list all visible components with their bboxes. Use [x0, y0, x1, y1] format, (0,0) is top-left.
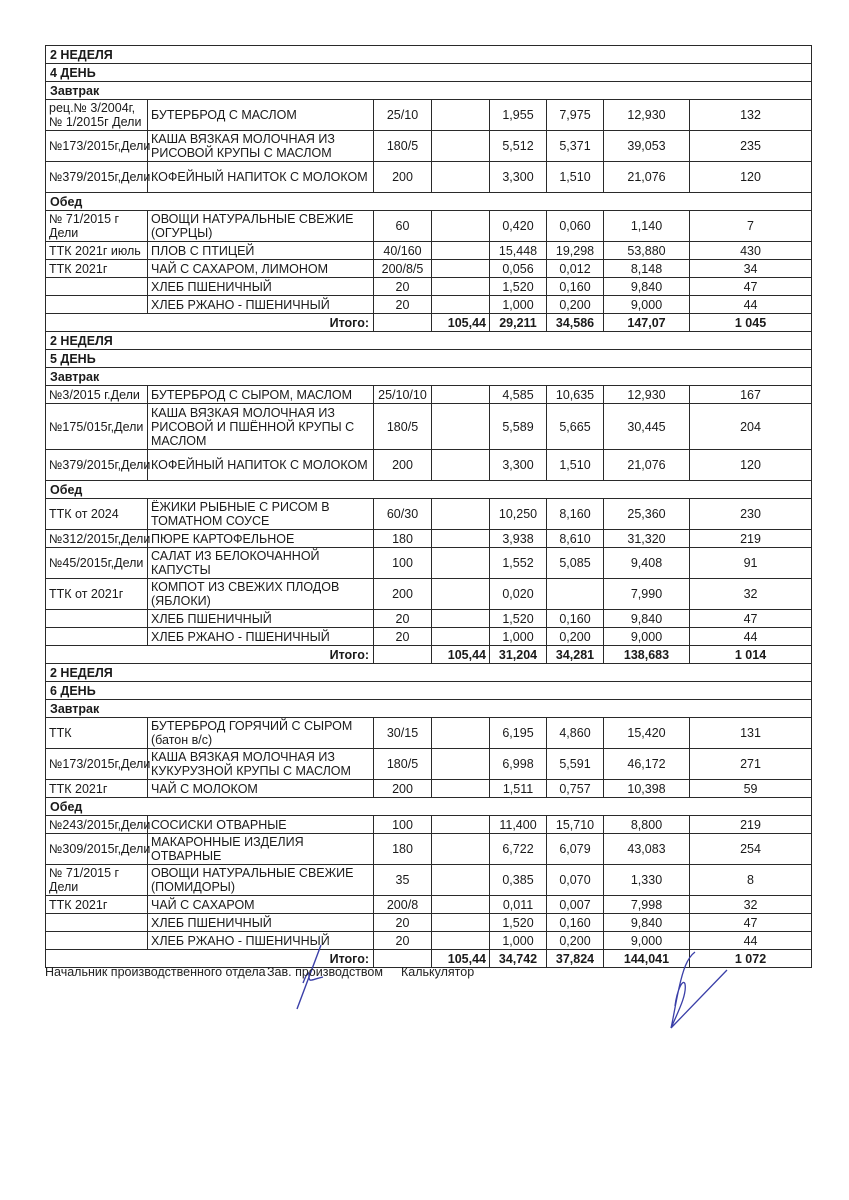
dish-price — [432, 242, 490, 260]
dish-protein: 1,000 — [490, 296, 547, 314]
dish-yield: 180/5 — [374, 131, 432, 162]
dish-fat: 6,079 — [547, 834, 604, 865]
dish-carbs: 7,998 — [604, 896, 690, 914]
calculator-label: Калькулятор — [401, 965, 475, 979]
dish-yield: 20 — [374, 296, 432, 314]
total-yield — [374, 314, 432, 332]
dish-row — [46, 450, 812, 481]
recipe-ref: №243/2015г,Дели — [46, 816, 148, 834]
day-label: 5 ДЕНЬ — [46, 350, 812, 368]
dish-price — [432, 162, 490, 193]
dish-yield: 20 — [374, 278, 432, 296]
dish-price — [432, 100, 490, 131]
dish-price — [432, 499, 490, 530]
recipe-ref: рец.№ 3/2004г, № 1/2015г Дели — [46, 100, 148, 131]
dish-row — [46, 100, 812, 131]
dish-price — [432, 548, 490, 579]
dish-protein: 1,520 — [490, 610, 547, 628]
dish-name: ХЛЕБ РЖАНО - ПШЕНИЧНЫЙ — [148, 932, 374, 950]
dish-fat: 7,975 — [547, 100, 604, 131]
week-label: 2 НЕДЕЛЯ — [46, 664, 812, 682]
dish-row — [46, 242, 812, 260]
dish-carbs: 9,840 — [604, 278, 690, 296]
dish-energy: 32 — [690, 579, 812, 610]
dish-energy: 34 — [690, 260, 812, 278]
dish-energy: 271 — [690, 749, 812, 780]
dish-row — [46, 834, 812, 865]
meal-label: Обед — [46, 193, 812, 211]
dish-energy: 204 — [690, 404, 812, 450]
dish-protein: 3,300 — [490, 162, 547, 193]
recipe-ref — [46, 296, 148, 314]
dish-carbs: 21,076 — [604, 162, 690, 193]
dish-protein: 3,300 — [490, 450, 547, 481]
dish-price — [432, 834, 490, 865]
dish-fat: 1,510 — [547, 450, 604, 481]
dish-row — [46, 610, 812, 628]
dish-carbs: 21,076 — [604, 450, 690, 481]
head-of-production-dept-label: Начальник производственного отдела — [45, 965, 266, 979]
dish-row — [46, 718, 812, 749]
meal-row — [46, 82, 812, 100]
dish-price — [432, 816, 490, 834]
meal-row — [46, 193, 812, 211]
dish-fat: 0,060 — [547, 211, 604, 242]
dish-name: ЧАЙ С САХАРОМ — [148, 896, 374, 914]
total-fat: 37,824 — [547, 950, 604, 968]
dish-fat: 0,200 — [547, 628, 604, 646]
recipe-ref: № 71/2015 г Дели — [46, 865, 148, 896]
meal-label: Обед — [46, 481, 812, 499]
dish-protein: 1,000 — [490, 932, 547, 950]
production-manager-label: Зав. производством — [267, 965, 383, 979]
dish-price — [432, 211, 490, 242]
total-protein: 34,742 — [490, 950, 547, 968]
dish-fat: 10,635 — [547, 386, 604, 404]
dish-name: КАША ВЯЗКАЯ МОЛОЧНАЯ ИЗ РИСОВОЙ И ПШЁННОЙ КРУПЫ С МАСЛОМ — [148, 404, 374, 450]
dish-carbs: 9,000 — [604, 932, 690, 950]
dish-name: ОВОЩИ НАТУРАЛЬНЫЕ СВЕЖИЕ (ПОМИДОРЫ) — [148, 865, 374, 896]
dish-row — [46, 260, 812, 278]
recipe-ref: ТТК 2021г июль — [46, 242, 148, 260]
total-row — [46, 314, 812, 332]
dish-yield: 60/30 — [374, 499, 432, 530]
dish-energy: 7 — [690, 211, 812, 242]
dish-energy: 44 — [690, 932, 812, 950]
week-label: 2 НЕДЕЛЯ — [46, 46, 812, 64]
dish-carbs: 9,840 — [604, 914, 690, 932]
dish-protein: 15,448 — [490, 242, 547, 260]
dish-energy: 44 — [690, 296, 812, 314]
dish-price — [432, 386, 490, 404]
dish-price — [432, 450, 490, 481]
dish-row — [46, 749, 812, 780]
dish-yield: 180/5 — [374, 749, 432, 780]
dish-energy: 131 — [690, 718, 812, 749]
dish-protein: 4,585 — [490, 386, 547, 404]
recipe-ref: №312/2015г,Дели — [46, 530, 148, 548]
dish-yield: 35 — [374, 865, 432, 896]
total-fat: 34,281 — [547, 646, 604, 664]
dish-carbs: 1,140 — [604, 211, 690, 242]
dish-protein: 0,056 — [490, 260, 547, 278]
dish-row — [46, 628, 812, 646]
dish-price — [432, 579, 490, 610]
dish-price — [432, 896, 490, 914]
recipe-ref — [46, 610, 148, 628]
dish-row — [46, 865, 812, 896]
dish-carbs: 7,990 — [604, 579, 690, 610]
dish-fat: 0,160 — [547, 610, 604, 628]
dish-energy: 47 — [690, 914, 812, 932]
dish-yield: 25/10 — [374, 100, 432, 131]
dish-name: КОФЕЙНЫЙ НАПИТОК С МОЛОКОМ — [148, 162, 374, 193]
dish-protein: 6,195 — [490, 718, 547, 749]
dish-protein: 1,552 — [490, 548, 547, 579]
dish-price — [432, 530, 490, 548]
recipe-ref: №379/2015г,Дели — [46, 450, 148, 481]
recipe-ref — [46, 914, 148, 932]
total-price: 105,44 — [432, 950, 490, 968]
dish-fat: 0,200 — [547, 932, 604, 950]
dish-name: ХЛЕБ ПШЕНИЧНЫЙ — [148, 610, 374, 628]
dish-price — [432, 865, 490, 896]
dish-carbs: 31,320 — [604, 530, 690, 548]
dish-carbs: 12,930 — [604, 100, 690, 131]
dish-protein: 5,512 — [490, 131, 547, 162]
dish-energy: 44 — [690, 628, 812, 646]
dish-fat: 0,012 — [547, 260, 604, 278]
dish-yield: 180 — [374, 834, 432, 865]
total-row — [46, 646, 812, 664]
dish-name: ЧАЙ С МОЛОКОМ — [148, 780, 374, 798]
dish-protein: 10,250 — [490, 499, 547, 530]
recipe-ref: №3/2015 г.Дели — [46, 386, 148, 404]
dish-row — [46, 162, 812, 193]
dish-energy: 91 — [690, 548, 812, 579]
menu-body — [46, 46, 812, 968]
dish-protein: 0,011 — [490, 896, 547, 914]
dish-price — [432, 780, 490, 798]
meal-label: Обед — [46, 798, 812, 816]
signature-2-icon — [665, 950, 745, 1030]
day-label: 4 ДЕНЬ — [46, 64, 812, 82]
dish-energy: 59 — [690, 780, 812, 798]
dish-yield: 20 — [374, 628, 432, 646]
dish-price — [432, 914, 490, 932]
week-row — [46, 664, 812, 682]
dish-price — [432, 260, 490, 278]
recipe-ref — [46, 932, 148, 950]
dish-fat: 8,610 — [547, 530, 604, 548]
dish-row — [46, 780, 812, 798]
dish-energy: 8 — [690, 865, 812, 896]
dish-carbs: 25,360 — [604, 499, 690, 530]
dish-price — [432, 404, 490, 450]
dish-protein: 11,400 — [490, 816, 547, 834]
dish-carbs: 9,000 — [604, 296, 690, 314]
recipe-ref: ТТК 2021г — [46, 780, 148, 798]
total-label: Итого: — [46, 646, 374, 664]
dish-energy: 167 — [690, 386, 812, 404]
dish-name: КОФЕЙНЫЙ НАПИТОК С МОЛОКОМ — [148, 450, 374, 481]
dish-name: ХЛЕБ РЖАНО - ПШЕНИЧНЫЙ — [148, 296, 374, 314]
dish-fat — [547, 579, 604, 610]
dish-protein: 6,722 — [490, 834, 547, 865]
dish-carbs: 10,398 — [604, 780, 690, 798]
total-carbs: 147,07 — [604, 314, 690, 332]
dish-row — [46, 386, 812, 404]
dish-row — [46, 530, 812, 548]
dish-energy: 254 — [690, 834, 812, 865]
dish-fat: 0,757 — [547, 780, 604, 798]
dish-name: ПЛОВ С ПТИЦЕЙ — [148, 242, 374, 260]
total-price: 105,44 — [432, 646, 490, 664]
meal-row — [46, 368, 812, 386]
dish-price — [432, 131, 490, 162]
day-row — [46, 682, 812, 700]
recipe-ref: №379/2015г,Дели — [46, 162, 148, 193]
total-energy: 1 014 — [690, 646, 812, 664]
meal-label: Завтрак — [46, 368, 812, 386]
week-row — [46, 332, 812, 350]
dish-energy: 430 — [690, 242, 812, 260]
dish-carbs: 43,083 — [604, 834, 690, 865]
dish-fat: 5,085 — [547, 548, 604, 579]
dish-name: МАКАРОННЫЕ ИЗДЕЛИЯ ОТВАРНЫЕ — [148, 834, 374, 865]
dish-carbs: 46,172 — [604, 749, 690, 780]
recipe-ref: ТТК 2021г — [46, 896, 148, 914]
dish-name: ХЛЕБ ПШЕНИЧНЫЙ — [148, 278, 374, 296]
recipe-ref: №309/2015г,Дели — [46, 834, 148, 865]
dish-energy: 219 — [690, 530, 812, 548]
dish-fat: 8,160 — [547, 499, 604, 530]
dish-protein: 3,938 — [490, 530, 547, 548]
meal-row — [46, 481, 812, 499]
recipe-ref: №45/2015г,Дели — [46, 548, 148, 579]
dish-yield: 25/10/10 — [374, 386, 432, 404]
dish-fat: 5,591 — [547, 749, 604, 780]
dish-energy: 120 — [690, 162, 812, 193]
dish-row — [46, 816, 812, 834]
dish-price — [432, 610, 490, 628]
total-carbs: 144,041 — [604, 950, 690, 968]
dish-protein: 5,589 — [490, 404, 547, 450]
dish-carbs: 53,880 — [604, 242, 690, 260]
dish-energy: 47 — [690, 610, 812, 628]
dish-fat: 0,160 — [547, 278, 604, 296]
dish-price — [432, 718, 490, 749]
dish-name: ЧАЙ С САХАРОМ, ЛИМОНОМ — [148, 260, 374, 278]
dish-carbs: 1,330 — [604, 865, 690, 896]
recipe-ref: ТТК — [46, 718, 148, 749]
dish-yield: 40/160 — [374, 242, 432, 260]
dish-energy: 120 — [690, 450, 812, 481]
dish-price — [432, 932, 490, 950]
dish-carbs: 9,408 — [604, 548, 690, 579]
dish-fat: 0,007 — [547, 896, 604, 914]
dish-carbs: 12,930 — [604, 386, 690, 404]
dish-fat: 0,200 — [547, 296, 604, 314]
day-label: 6 ДЕНЬ — [46, 682, 812, 700]
dish-fat: 1,510 — [547, 162, 604, 193]
dish-row — [46, 296, 812, 314]
total-energy: 1 072 — [690, 950, 812, 968]
dish-energy: 219 — [690, 816, 812, 834]
dish-price — [432, 296, 490, 314]
day-row — [46, 64, 812, 82]
total-fat: 34,586 — [547, 314, 604, 332]
dish-energy: 132 — [690, 100, 812, 131]
meal-label: Завтрак — [46, 82, 812, 100]
dish-yield: 20 — [374, 610, 432, 628]
dish-protein: 1,520 — [490, 914, 547, 932]
menu-table — [45, 45, 812, 968]
dish-row — [46, 278, 812, 296]
meal-row — [46, 798, 812, 816]
dish-protein: 0,020 — [490, 579, 547, 610]
recipe-ref: ТТК от 2021г — [46, 579, 148, 610]
recipe-ref: №175/015г,Дели — [46, 404, 148, 450]
dish-yield: 180/5 — [374, 404, 432, 450]
recipe-ref: №173/2015г,Дели — [46, 749, 148, 780]
signature-footer — [45, 965, 805, 1065]
dish-name: ОВОЩИ НАТУРАЛЬНЫЕ СВЕЖИЕ (ОГУРЦЫ) — [148, 211, 374, 242]
dish-yield: 200/8 — [374, 896, 432, 914]
dish-name: ХЛЕБ ПШЕНИЧНЫЙ — [148, 914, 374, 932]
dish-row — [46, 211, 812, 242]
dish-price — [432, 278, 490, 296]
dish-protein: 1,955 — [490, 100, 547, 131]
dish-yield: 100 — [374, 816, 432, 834]
dish-yield: 200 — [374, 162, 432, 193]
week-label: 2 НЕДЕЛЯ — [46, 332, 812, 350]
dish-fat: 4,860 — [547, 718, 604, 749]
dish-protein: 1,520 — [490, 278, 547, 296]
dish-protein: 1,511 — [490, 780, 547, 798]
dish-yield: 200/8/5 — [374, 260, 432, 278]
meal-label: Завтрак — [46, 700, 812, 718]
dish-row — [46, 404, 812, 450]
total-protein: 31,204 — [490, 646, 547, 664]
dish-row — [46, 548, 812, 579]
total-carbs: 138,683 — [604, 646, 690, 664]
dish-fat: 5,371 — [547, 131, 604, 162]
total-yield — [374, 646, 432, 664]
day-row — [46, 350, 812, 368]
dish-fat: 19,298 — [547, 242, 604, 260]
dish-row — [46, 896, 812, 914]
dish-row — [46, 131, 812, 162]
dish-fat: 5,665 — [547, 404, 604, 450]
week-row — [46, 46, 812, 64]
dish-protein: 0,420 — [490, 211, 547, 242]
dish-row — [46, 932, 812, 950]
recipe-ref: ТТК от 2024 — [46, 499, 148, 530]
dish-energy: 47 — [690, 278, 812, 296]
dish-yield: 180 — [374, 530, 432, 548]
total-label: Итого: — [46, 314, 374, 332]
dish-price — [432, 749, 490, 780]
dish-energy: 230 — [690, 499, 812, 530]
dish-yield: 200 — [374, 450, 432, 481]
dish-name: ХЛЕБ РЖАНО - ПШЕНИЧНЫЙ — [148, 628, 374, 646]
dish-carbs: 30,445 — [604, 404, 690, 450]
dish-name: КАША ВЯЗКАЯ МОЛОЧНАЯ ИЗ РИСОВОЙ КРУПЫ С МАСЛОМ — [148, 131, 374, 162]
total-price: 105,44 — [432, 314, 490, 332]
dish-carbs: 9,000 — [604, 628, 690, 646]
dish-price — [432, 628, 490, 646]
dish-carbs: 9,840 — [604, 610, 690, 628]
recipe-ref: ТТК 2021г — [46, 260, 148, 278]
dish-name: БУТЕРБРОД С МАСЛОМ — [148, 100, 374, 131]
dish-fat: 15,710 — [547, 816, 604, 834]
dish-yield: 200 — [374, 579, 432, 610]
dish-yield: 100 — [374, 548, 432, 579]
dish-yield: 30/15 — [374, 718, 432, 749]
dish-name: ЁЖИКИ РЫБНЫЕ С РИСОМ В ТОМАТНОМ СОУСЕ — [148, 499, 374, 530]
dish-yield: 20 — [374, 932, 432, 950]
dish-yield: 60 — [374, 211, 432, 242]
dish-name: БУТЕРБРОД ГОРЯЧИЙ С СЫРОМ (батон в/с) — [148, 718, 374, 749]
dish-protein: 6,998 — [490, 749, 547, 780]
total-energy: 1 045 — [690, 314, 812, 332]
dish-fat: 0,070 — [547, 865, 604, 896]
meal-row — [46, 700, 812, 718]
dish-name: СОСИСКИ ОТВАРНЫЕ — [148, 816, 374, 834]
dish-energy: 32 — [690, 896, 812, 914]
dish-carbs: 39,053 — [604, 131, 690, 162]
dish-carbs: 15,420 — [604, 718, 690, 749]
dish-name: БУТЕРБРОД С СЫРОМ, МАСЛОМ — [148, 386, 374, 404]
dish-row — [46, 914, 812, 932]
dish-name: ПЮРЕ КАРТОФЕЛЬНОЕ — [148, 530, 374, 548]
dish-protein: 0,385 — [490, 865, 547, 896]
total-protein: 29,211 — [490, 314, 547, 332]
dish-name: КАША ВЯЗКАЯ МОЛОЧНАЯ ИЗ КУКУРУЗНОЙ КРУПЫ С МАСЛОМ — [148, 749, 374, 780]
recipe-ref — [46, 278, 148, 296]
dish-carbs: 8,148 — [604, 260, 690, 278]
dish-name: САЛАТ ИЗ БЕЛОКОЧАННОЙ КАПУСТЫ — [148, 548, 374, 579]
dish-row — [46, 579, 812, 610]
dish-carbs: 8,800 — [604, 816, 690, 834]
recipe-ref: №173/2015г,Дели — [46, 131, 148, 162]
dish-energy: 235 — [690, 131, 812, 162]
dish-protein: 1,000 — [490, 628, 547, 646]
dish-row — [46, 499, 812, 530]
dish-yield: 20 — [374, 914, 432, 932]
recipe-ref — [46, 628, 148, 646]
total-label: Итого: — [46, 950, 374, 968]
dish-name: КОМПОТ ИЗ СВЕЖИХ ПЛОДОВ (ЯБЛОКИ) — [148, 579, 374, 610]
recipe-ref: № 71/2015 г Дели — [46, 211, 148, 242]
dish-fat: 0,160 — [547, 914, 604, 932]
dish-yield: 200 — [374, 780, 432, 798]
